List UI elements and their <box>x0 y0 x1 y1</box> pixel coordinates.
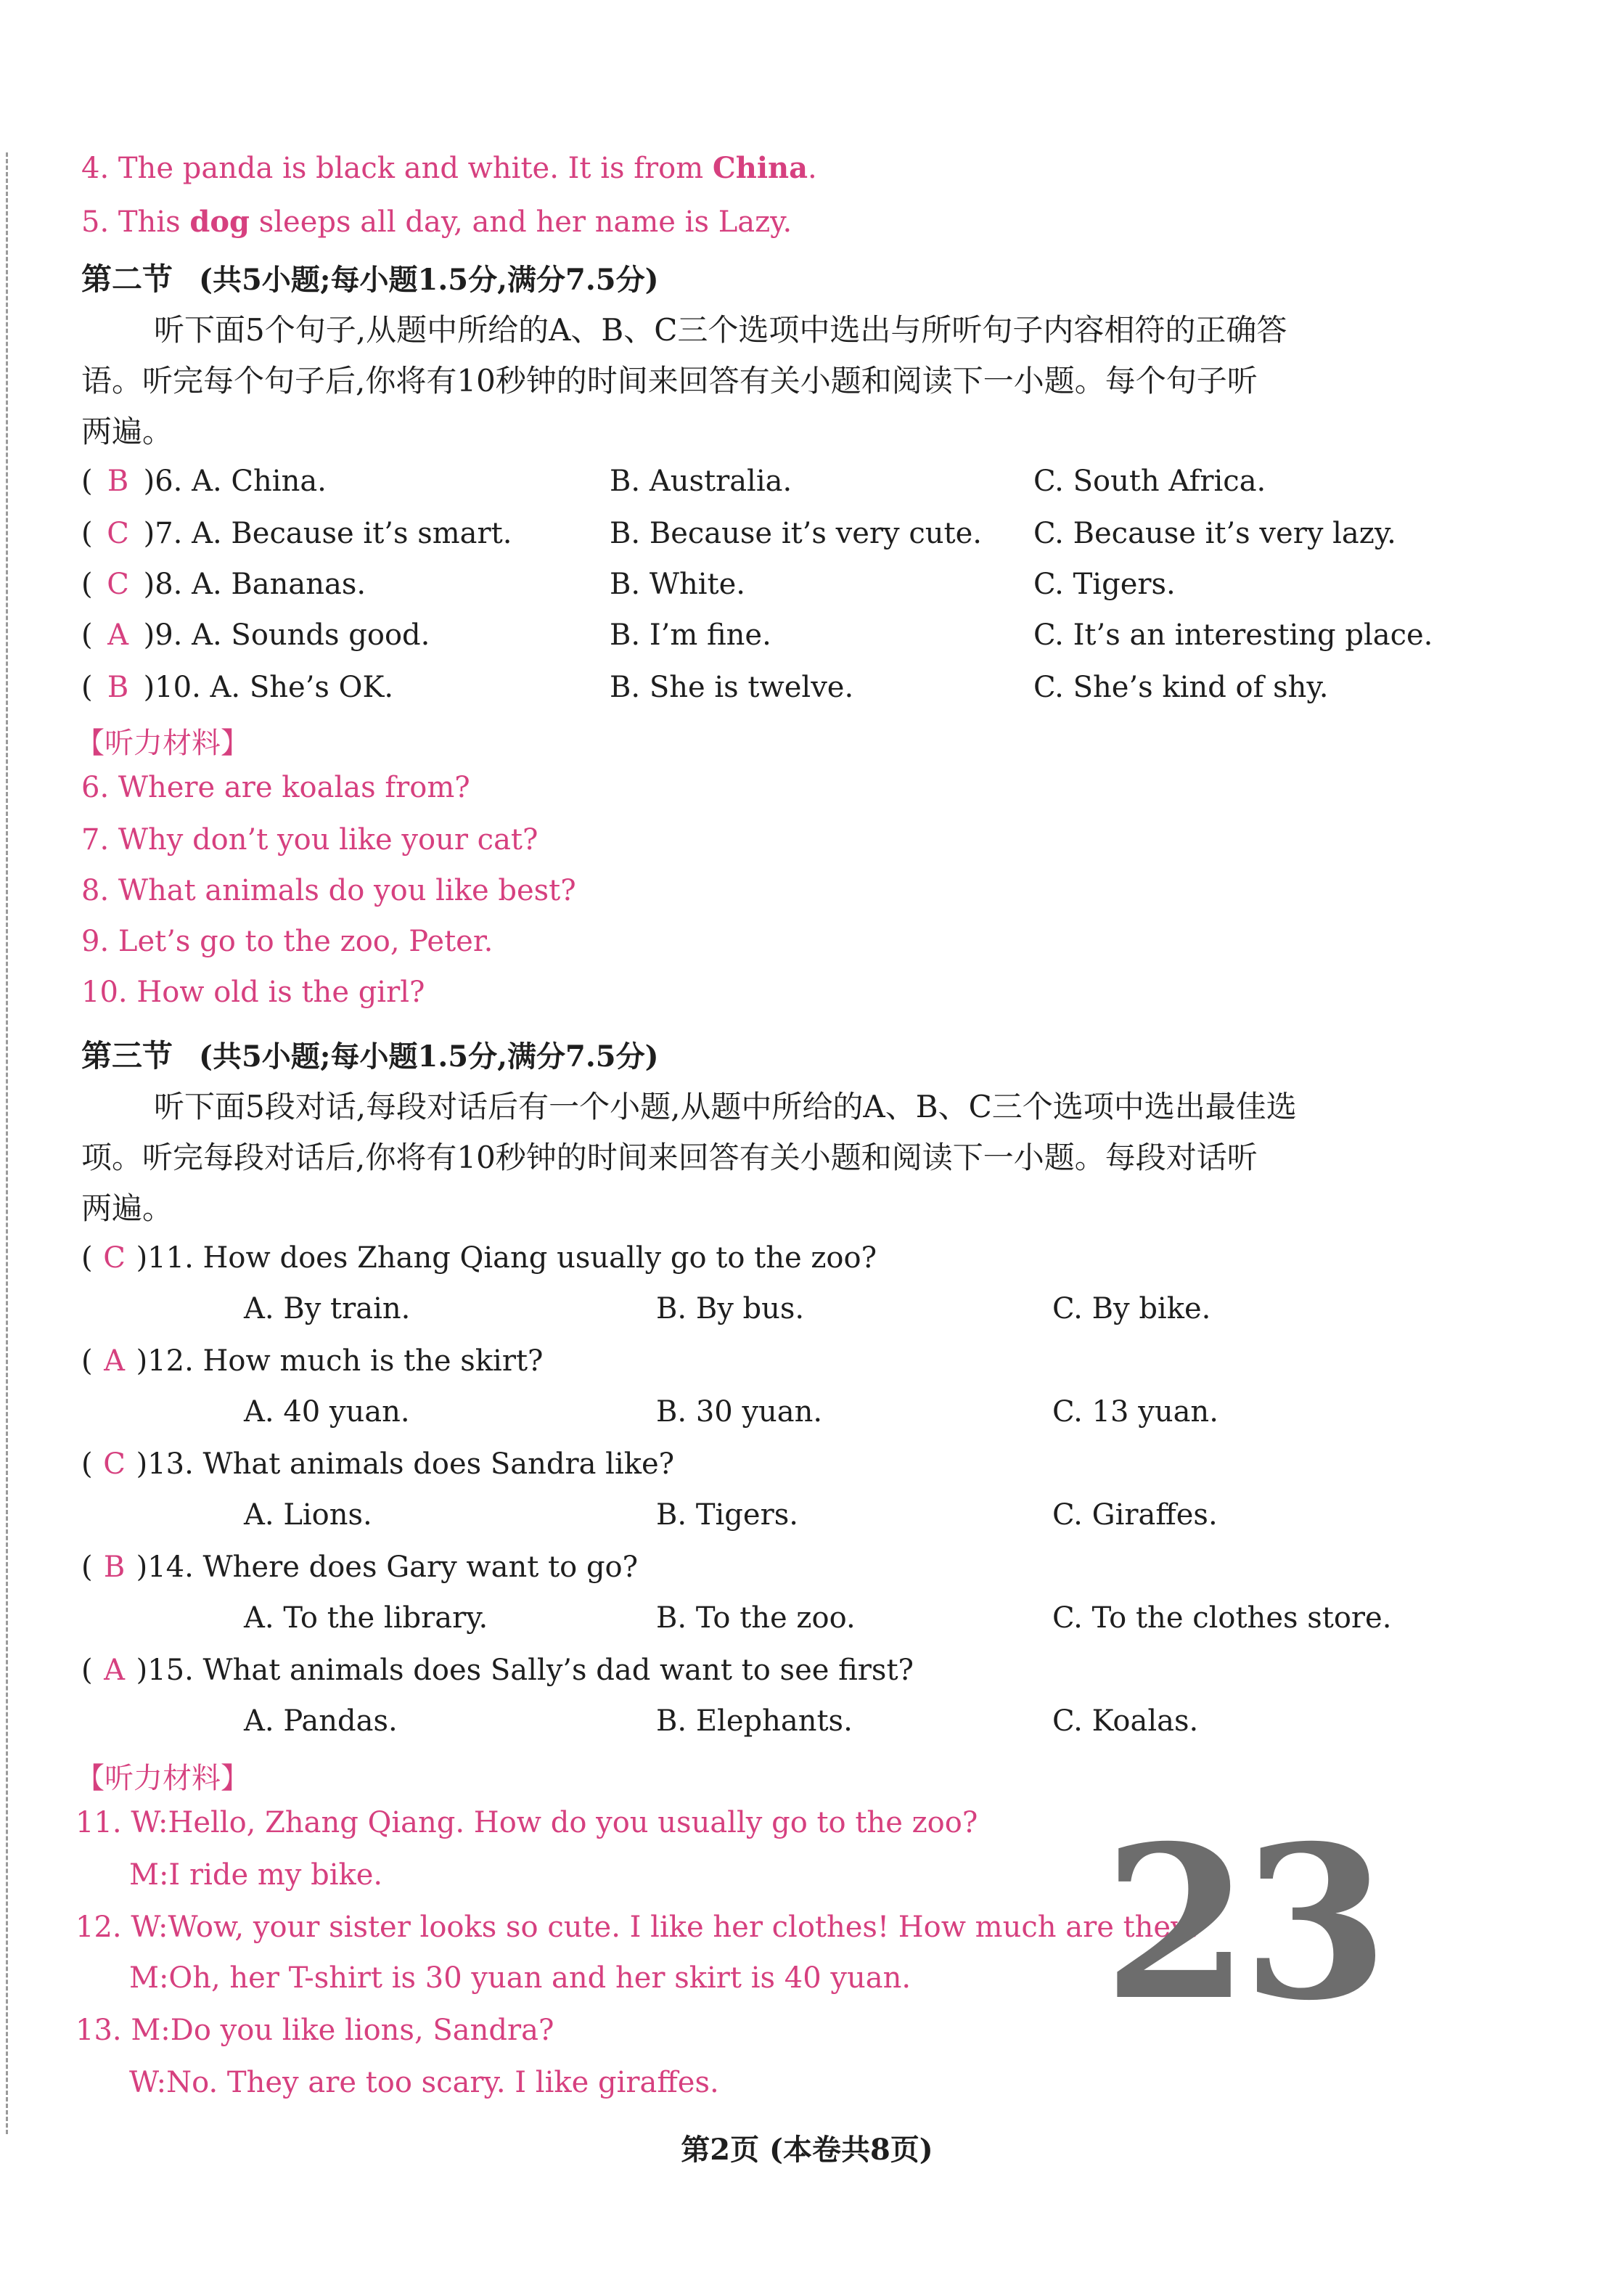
section3-material-label: 【听力材料】 <box>75 1762 250 1795</box>
question-row <box>81 671 393 704</box>
answer-paren-open: ( <box>81 618 93 652</box>
question-option-a: )8. A. Bananas. <box>143 568 366 601</box>
option-c: C. By bike. <box>1052 1292 1211 1325</box>
cut-line <box>6 152 8 2134</box>
option-c: C. To the clothes store. <box>1052 1601 1392 1635</box>
answer-mark: C <box>107 517 129 550</box>
question-text: )12. How much is the skirt? <box>136 1344 544 1378</box>
answer-mark: C <box>103 1241 126 1275</box>
question-row <box>81 1241 877 1275</box>
material-line: W:No. They are too scary. I like giraffes. <box>129 2066 719 2099</box>
option-c: C. 13 yuan. <box>1052 1395 1218 1429</box>
section3-instruction-2: 项。听完每段对话后,你将有10秒钟的时间来回答有关小题和阅读下一小题。每段对话听 <box>81 1140 1258 1175</box>
question-option-a: )6. A. China. <box>143 465 327 498</box>
section3-header: 第三节 (共5小题;每小题1.5分,满分7.5分) <box>81 1038 659 1074</box>
option-c: C. Koalas. <box>1052 1704 1199 1738</box>
answer-paren-open: ( <box>81 568 93 601</box>
question-option-a: )9. A. Sounds good. <box>143 618 430 652</box>
section2-header: 第二节 (共5小题;每小题1.5分,满分7.5分) <box>81 261 659 297</box>
option-b: B. 30 yuan. <box>656 1395 823 1429</box>
option-c: C. She’s kind of shy. <box>1033 671 1329 704</box>
option-c: C. South Africa. <box>1033 465 1266 498</box>
answer-paren-open: ( <box>81 1447 93 1481</box>
question-option-a: )10. A. She’s OK. <box>143 671 394 704</box>
question-row <box>81 1447 674 1481</box>
option-b: B. By bus. <box>656 1292 805 1325</box>
section3-instruction-3: 两遍。 <box>81 1190 173 1226</box>
material-line: M:I ride my bike. <box>129 1858 383 1892</box>
page-footer: 第2页 (本卷共8页) <box>681 2133 933 2167</box>
material-line-5: 5. This dog sleeps all day, and her name is Lazy. <box>81 205 792 239</box>
option-b: B. To the zoo. <box>656 1601 856 1635</box>
material-line: 10. How old is the girl? <box>81 976 425 1009</box>
answer-mark: C <box>103 1447 126 1481</box>
question-row <box>81 517 512 550</box>
answer-mark: B <box>107 671 129 704</box>
option-b: B. Tigers. <box>656 1498 798 1532</box>
question-row <box>81 568 366 601</box>
answer-paren-open: ( <box>81 1241 93 1275</box>
answer-paren-open: ( <box>81 465 93 498</box>
answer-paren-open: ( <box>81 1344 93 1378</box>
question-text: )11. How does Zhang Qiang usually go to the zoo? <box>136 1241 877 1275</box>
section2-instruction-2: 语。听完每个句子后,你将有10秒钟的时间来回答有关小题和阅读下一小题。每个句子听 <box>81 363 1258 399</box>
question-row <box>81 465 327 498</box>
material-line: M:Oh, her T-shirt is 30 yuan and her skirt is 40 yuan. <box>129 1961 912 1995</box>
section2-instruction-1: 听下面5个句子,从题中所给的A、B、C三个选项中选出与所听句子内容相符的正确答 <box>154 312 1287 348</box>
section3-instruction-1: 听下面5段对话,每段对话后有一个小题,从题中所给的A、B、C三个选项中选出最佳选 <box>154 1089 1297 1124</box>
section2-instruction-3: 两遍。 <box>81 414 173 449</box>
section2-material-label: 【听力材料】 <box>75 727 250 760</box>
option-a: A. By train. <box>244 1292 411 1325</box>
answer-mark: A <box>104 1654 126 1687</box>
answer-paren-open: ( <box>81 671 93 704</box>
answer-mark: B <box>103 1551 126 1584</box>
option-a: A. To the library. <box>244 1601 488 1635</box>
option-a: A. 40 yuan. <box>244 1395 410 1429</box>
question-option-a: )7. A. Because it’s smart. <box>143 517 512 550</box>
question-text: )14. Where does Gary want to go? <box>136 1551 639 1584</box>
option-c: C. Because it’s very lazy. <box>1033 517 1396 550</box>
answer-mark: C <box>107 568 129 601</box>
page-number-stamp: 23 <box>1103 1800 1382 2047</box>
material-line: 7. Why don’t you like your cat? <box>81 823 538 857</box>
answer-paren-open: ( <box>81 517 93 550</box>
option-b: B. Elephants. <box>656 1704 853 1738</box>
material-line: 9. Let’s go to the zoo, Peter. <box>81 925 493 958</box>
answer-paren-open: ( <box>81 1551 93 1584</box>
answer-mark: A <box>104 1344 126 1378</box>
option-c: C. Tigers. <box>1033 568 1176 601</box>
option-c: C. Giraffes. <box>1052 1498 1218 1532</box>
option-b: B. I’m fine. <box>610 618 771 652</box>
question-row <box>81 1551 638 1584</box>
option-b: B. She is twelve. <box>610 671 854 704</box>
option-a: A. Pandas. <box>244 1704 398 1738</box>
question-text: )15. What animals does Sally’s dad want to see first? <box>136 1654 914 1687</box>
question-row <box>81 1654 914 1687</box>
material-line: 13. M:Do you like lions, Sandra? <box>75 2014 554 2047</box>
material-line: 8. What animals do you like best? <box>81 874 576 907</box>
option-b: B. Because it’s very cute. <box>610 517 982 550</box>
material-line-4: 4. The panda is black and white. It is from China. <box>81 151 817 185</box>
option-c: C. It’s an interesting place. <box>1033 618 1433 652</box>
answer-mark: B <box>107 465 129 498</box>
question-row <box>81 618 430 652</box>
material-line: 11. W:Hello, Zhang Qiang. How do you usually go to the zoo? <box>75 1806 978 1839</box>
answer-mark: A <box>107 618 129 652</box>
question-row <box>81 1344 544 1378</box>
material-line: 12. W:Wow, your sister looks so cute. I like her clothes! How much are they? <box>75 1911 1203 1944</box>
answer-paren-open: ( <box>81 1654 93 1687</box>
material-line: 6. Where are koalas from? <box>81 771 470 804</box>
option-b: B. White. <box>610 568 745 601</box>
option-a: A. Lions. <box>244 1498 372 1532</box>
question-text: )13. What animals does Sandra like? <box>136 1447 675 1481</box>
option-b: B. Australia. <box>610 465 792 498</box>
